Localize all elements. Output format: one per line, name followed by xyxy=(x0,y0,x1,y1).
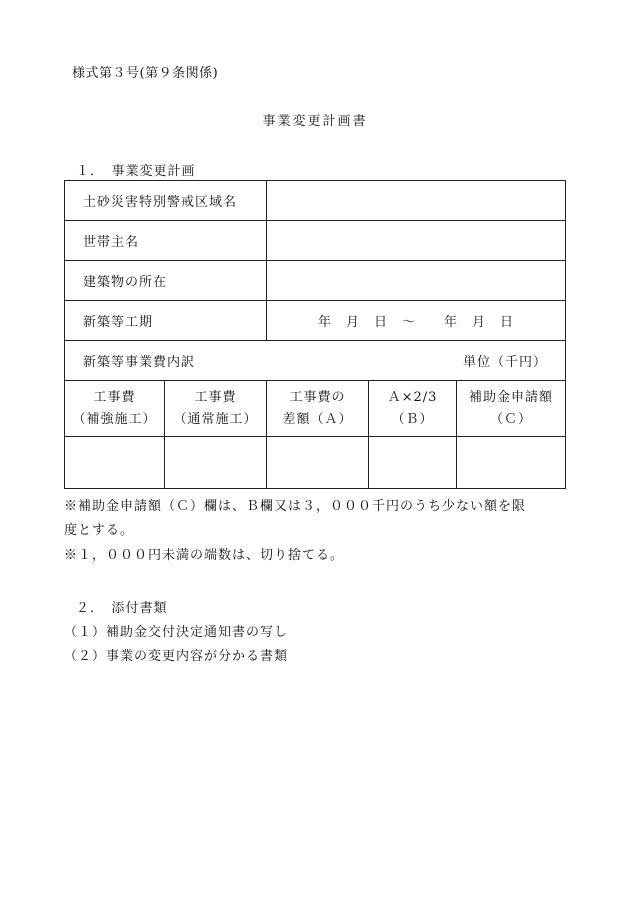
document-title: 事業変更計画書 xyxy=(262,114,368,129)
col-subsidy-amount-header xyxy=(457,381,566,437)
breakdown-cell xyxy=(65,341,566,381)
header-line: （Ｃ） xyxy=(490,411,533,427)
note-rounding: ※１，０００円未満の端数は、切り捨てる。 xyxy=(64,548,345,563)
section1-heading: １． 事業変更計画 xyxy=(76,164,196,179)
attachment-item: （２）事業の変更内容が分かる書類 xyxy=(64,649,289,664)
header-line: 差額（Ａ） xyxy=(282,411,353,427)
header-line: （Ｂ） xyxy=(391,411,434,427)
attachment-item: （１）補助金交付決定通知書の写し xyxy=(64,625,289,640)
construction-period-row xyxy=(65,301,566,341)
householder-field[interactable] xyxy=(267,221,566,261)
header-line: （通常施工） xyxy=(173,411,258,427)
plan-table xyxy=(64,180,566,489)
header-line: （補強施工） xyxy=(72,411,157,427)
building-location-field[interactable] xyxy=(267,261,566,301)
section2-heading: ２． 添付書類 xyxy=(76,601,168,616)
area-name-field[interactable] xyxy=(267,181,566,221)
area-name-label: 土砂災害特別警戒区域名 xyxy=(65,181,267,221)
unit-label: 単位（千円） xyxy=(463,355,548,370)
col-difference-header xyxy=(267,381,369,437)
header-line: Ａ×2/3 xyxy=(387,389,438,405)
subsidy-amount-input[interactable] xyxy=(457,437,566,489)
cost-value-row xyxy=(65,437,566,489)
col-reinforced-cost-header xyxy=(65,381,165,437)
householder-row xyxy=(65,221,566,261)
construction-period-label: 新築等工期 xyxy=(65,301,267,341)
difference-input[interactable] xyxy=(267,437,369,489)
breakdown-label: 新築等事業費内訳 xyxy=(83,355,196,370)
normal-cost-input[interactable] xyxy=(165,437,267,489)
area-name-row xyxy=(65,181,566,221)
header-line: 工事費 xyxy=(194,389,237,405)
note-subsidy-limit-line2: 度とする。 xyxy=(64,523,135,538)
col-normal-cost-header xyxy=(165,381,267,437)
col-two-thirds-header xyxy=(369,381,457,437)
reinforced-cost-input[interactable] xyxy=(65,437,165,489)
building-location-row xyxy=(65,261,566,301)
breakdown-row xyxy=(65,341,566,381)
note-subsidy-limit-line1: ※補助金申請額（Ｃ）欄は、Ｂ欄又は３，０００千円のうち少ない額を限 xyxy=(64,499,527,514)
building-location-label: 建築物の所在 xyxy=(65,261,267,301)
two-thirds-input[interactable] xyxy=(369,437,457,489)
form-number-label: 様式第３号(第９条関係) xyxy=(72,66,219,81)
header-line: 工事費 xyxy=(93,389,136,405)
header-line: 工事費の xyxy=(289,389,346,405)
householder-label: 世帯主名 xyxy=(65,221,267,261)
construction-period-field[interactable]: 年 月 日 ～ 年 月 日 xyxy=(267,301,566,341)
cost-header-row xyxy=(65,381,566,437)
header-line: 補助金申請額 xyxy=(469,389,554,405)
